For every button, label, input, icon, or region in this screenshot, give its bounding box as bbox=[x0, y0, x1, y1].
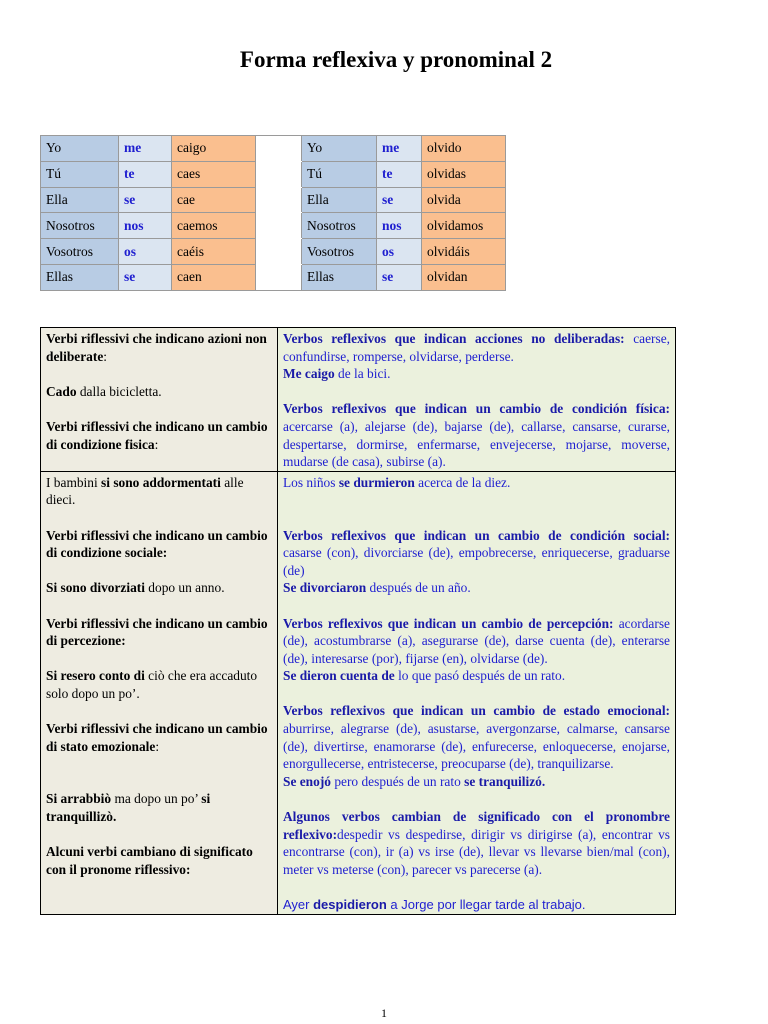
conjugation-row bbox=[41, 239, 506, 265]
pronoun-cell: Ella bbox=[302, 187, 377, 213]
italian-heading: Verbi riflessivi che indicano un cambio di percezione: bbox=[46, 615, 268, 649]
spanish-verb-list: aburrirse, alegrarse (de), asustarse, avergonzarse, calmarse, cansarse (de), divertirse, enamorarse (de), enfurecerse, enloquecerse, enojarse, enorgullecerse, entristecerse, preocuparse (de), tranquilizarse. bbox=[283, 721, 670, 772]
spanish-example: lo que pasó después de un rato. bbox=[394, 668, 566, 684]
spanish-heading: Verbos reflexivos que indican un cambio de condición física: bbox=[283, 401, 670, 417]
verb-form-cell: olvidan bbox=[422, 264, 506, 290]
italian-example: ciò che era accaduto solo dopo un po’. bbox=[46, 668, 258, 701]
heading-punct: : bbox=[155, 738, 160, 754]
italian-example: alle dieci. bbox=[46, 474, 244, 508]
reflexive-pronoun-cell: nos bbox=[377, 213, 422, 239]
verb-form-cell: caemos bbox=[172, 213, 256, 239]
italian-example: dopo un anno. bbox=[144, 580, 225, 596]
document-title: Forma reflexiva y pronominal 2 bbox=[239, 47, 553, 72]
spacer-cell bbox=[256, 213, 302, 239]
conjugation-row bbox=[41, 213, 506, 239]
spanish-heading: Verbos reflexivos que indican un cambio de condición social: bbox=[283, 527, 670, 543]
spanish-heading: Algunos verbos cambian de significado con el pronombre reflexivo: bbox=[283, 809, 670, 842]
italian-example: I bambini bbox=[46, 474, 102, 490]
spacer-cell bbox=[256, 161, 302, 187]
spanish-example: Ayer bbox=[283, 897, 314, 912]
spanish-example-bold: se durmieron bbox=[338, 474, 415, 490]
spacer-cell bbox=[256, 239, 302, 265]
spanish-example-bold: se tranquilizó. bbox=[464, 773, 546, 789]
spanish-heading: Verbos reflexivos que indican un cambio de estado emocional: bbox=[283, 703, 670, 719]
spanish-verb-list: casarse (con), divorciarse (de), empobrecerse, enriquecerse, graduarse (de) bbox=[283, 545, 670, 578]
spanish-example-bold: despidieron bbox=[313, 897, 387, 912]
conjugation-row bbox=[41, 136, 506, 162]
pronoun-cell: Tú bbox=[41, 161, 119, 187]
page-number: 1 bbox=[381, 1006, 387, 1020]
italian-example-bold: Si arrabbiò bbox=[46, 791, 112, 807]
table-row bbox=[41, 471, 676, 914]
verb-form-cell: cae bbox=[172, 187, 256, 213]
spanish-example-bold: Se divorciaron bbox=[283, 580, 367, 596]
italian-example: dalla bicicletta. bbox=[76, 383, 162, 399]
pronoun-cell: Nosotros bbox=[41, 213, 119, 239]
pronoun-cell: Vosotros bbox=[41, 239, 119, 265]
spanish-verb-list: despedir vs despedirse, dirigir vs dirigirse (a), encontrar vs encontrarse (con), ir (a) vs irse (de), llevar vs llevarse bien/mal (con), meter vs meterse (con), parecer vs parecerse (a). bbox=[283, 826, 670, 877]
reflexive-pronoun-cell: os bbox=[119, 239, 172, 265]
comparison-table bbox=[40, 327, 676, 915]
verb-form-cell: caen bbox=[172, 264, 256, 290]
conjugation-row bbox=[41, 187, 506, 213]
reflexive-pronoun-cell: os bbox=[377, 239, 422, 265]
pronoun-cell: Vosotros bbox=[302, 239, 377, 265]
spanish-example: acerca de la diez. bbox=[414, 474, 511, 490]
italian-heading: Verbi riflessivi che indicano un cambio di condizione sociale: bbox=[46, 527, 268, 561]
spanish-cell bbox=[278, 328, 676, 472]
italian-heading: Verbi riflessivi che indicano un cambio di condizione fisica bbox=[46, 418, 268, 452]
pronoun-cell: Yo bbox=[41, 136, 119, 162]
italian-cell bbox=[41, 328, 278, 472]
verb-form-cell: olvido bbox=[422, 136, 506, 162]
reflexive-pronoun-cell: se bbox=[377, 264, 422, 290]
verb-form-cell: caéis bbox=[172, 239, 256, 265]
italian-example: ma dopo un po’ bbox=[111, 791, 202, 807]
italian-example-bold: si tranquillizò. bbox=[46, 791, 211, 825]
reflexive-pronoun-cell: se bbox=[119, 187, 172, 213]
pronoun-cell: Yo bbox=[302, 136, 377, 162]
pronoun-cell: Ella bbox=[41, 187, 119, 213]
conjugation-row bbox=[41, 264, 506, 290]
italian-example-bold: si sono addormentati bbox=[101, 474, 221, 490]
italian-example-bold: Si resero conto di bbox=[46, 668, 145, 684]
verb-form-cell: caes bbox=[172, 161, 256, 187]
pronoun-cell: Tú bbox=[302, 161, 377, 187]
heading-punct: : bbox=[154, 436, 159, 452]
spanish-example: Los niños bbox=[283, 474, 339, 490]
spanish-cell bbox=[278, 471, 676, 914]
conjugation-table bbox=[40, 135, 506, 291]
reflexive-pronoun-cell: te bbox=[119, 161, 172, 187]
heading-punct: : bbox=[103, 348, 107, 364]
spanish-heading: Verbos reflexivos que indican acciones no deliberadas: bbox=[283, 331, 625, 346]
pronoun-cell: Ellas bbox=[41, 264, 119, 290]
italian-example-bold: Cado bbox=[46, 383, 77, 399]
spanish-example: a Jorge por llegar tarde al trabajo. bbox=[386, 897, 586, 912]
verb-form-cell: olvidas bbox=[422, 161, 506, 187]
spanish-verb-list: acordarse (de), acostumbrarse (a), asegurarse (de), darse cuenta (de), enterarse (de), interesarse (por), fijarse (en), olvidarse (de). bbox=[283, 615, 670, 666]
italian-heading: Verbi riflessivi che indicano un cambio di stato emozionale bbox=[46, 721, 268, 754]
verb-form-cell: olvida bbox=[422, 187, 506, 213]
spanish-verb-list: caerse, confundirse, romperse, olvidarse, perderse. bbox=[283, 331, 670, 364]
pronoun-cell: Ellas bbox=[302, 264, 377, 290]
verb-form-cell: caigo bbox=[172, 136, 256, 162]
italian-heading: Alcuni verbi cambiano di significato con il pronome riflessivo: bbox=[46, 844, 253, 877]
reflexive-pronoun-cell: me bbox=[119, 136, 172, 162]
reflexive-pronoun-cell: nos bbox=[119, 213, 172, 239]
italian-example-bold: Si sono divorziati bbox=[46, 580, 145, 596]
verb-form-cell: olvidamos bbox=[422, 213, 506, 239]
spanish-example-bold: Se enojó bbox=[283, 773, 331, 789]
spanish-example: después de un año. bbox=[366, 580, 471, 596]
italian-cell bbox=[41, 471, 278, 914]
spanish-example: pero después de un rato bbox=[330, 773, 465, 789]
conjugation-row bbox=[41, 161, 506, 187]
italian-heading: Verbi riflessivi che indicano azioni non deliberate bbox=[46, 331, 267, 364]
spacer-cell bbox=[256, 187, 302, 213]
spanish-example: de la bici. bbox=[334, 366, 391, 382]
spanish-example-bold: Se dieron cuenta de bbox=[283, 668, 395, 684]
verb-form-cell: olvidáis bbox=[422, 239, 506, 265]
reflexive-pronoun-cell: te bbox=[377, 161, 422, 187]
spanish-heading: Verbos reflexivos que indican un cambio de percepción: bbox=[283, 615, 614, 631]
spanish-verb-list: acercarse (a), alejarse (de), bajarse (de), callarse, cansarse, curarse, despertarse, dormirse, enfermarse, envejecerse, mojarse, moverse, mudarse (de casa), subirse (a). bbox=[283, 418, 670, 470]
spanish-example-bold: Me caigo bbox=[283, 366, 335, 382]
spacer-cell bbox=[256, 136, 302, 162]
reflexive-pronoun-cell: se bbox=[377, 187, 422, 213]
pronoun-cell: Nosotros bbox=[302, 213, 377, 239]
reflexive-pronoun-cell: se bbox=[119, 264, 172, 290]
table-row bbox=[41, 328, 676, 472]
reflexive-pronoun-cell: me bbox=[377, 136, 422, 162]
spacer-cell bbox=[256, 264, 302, 290]
